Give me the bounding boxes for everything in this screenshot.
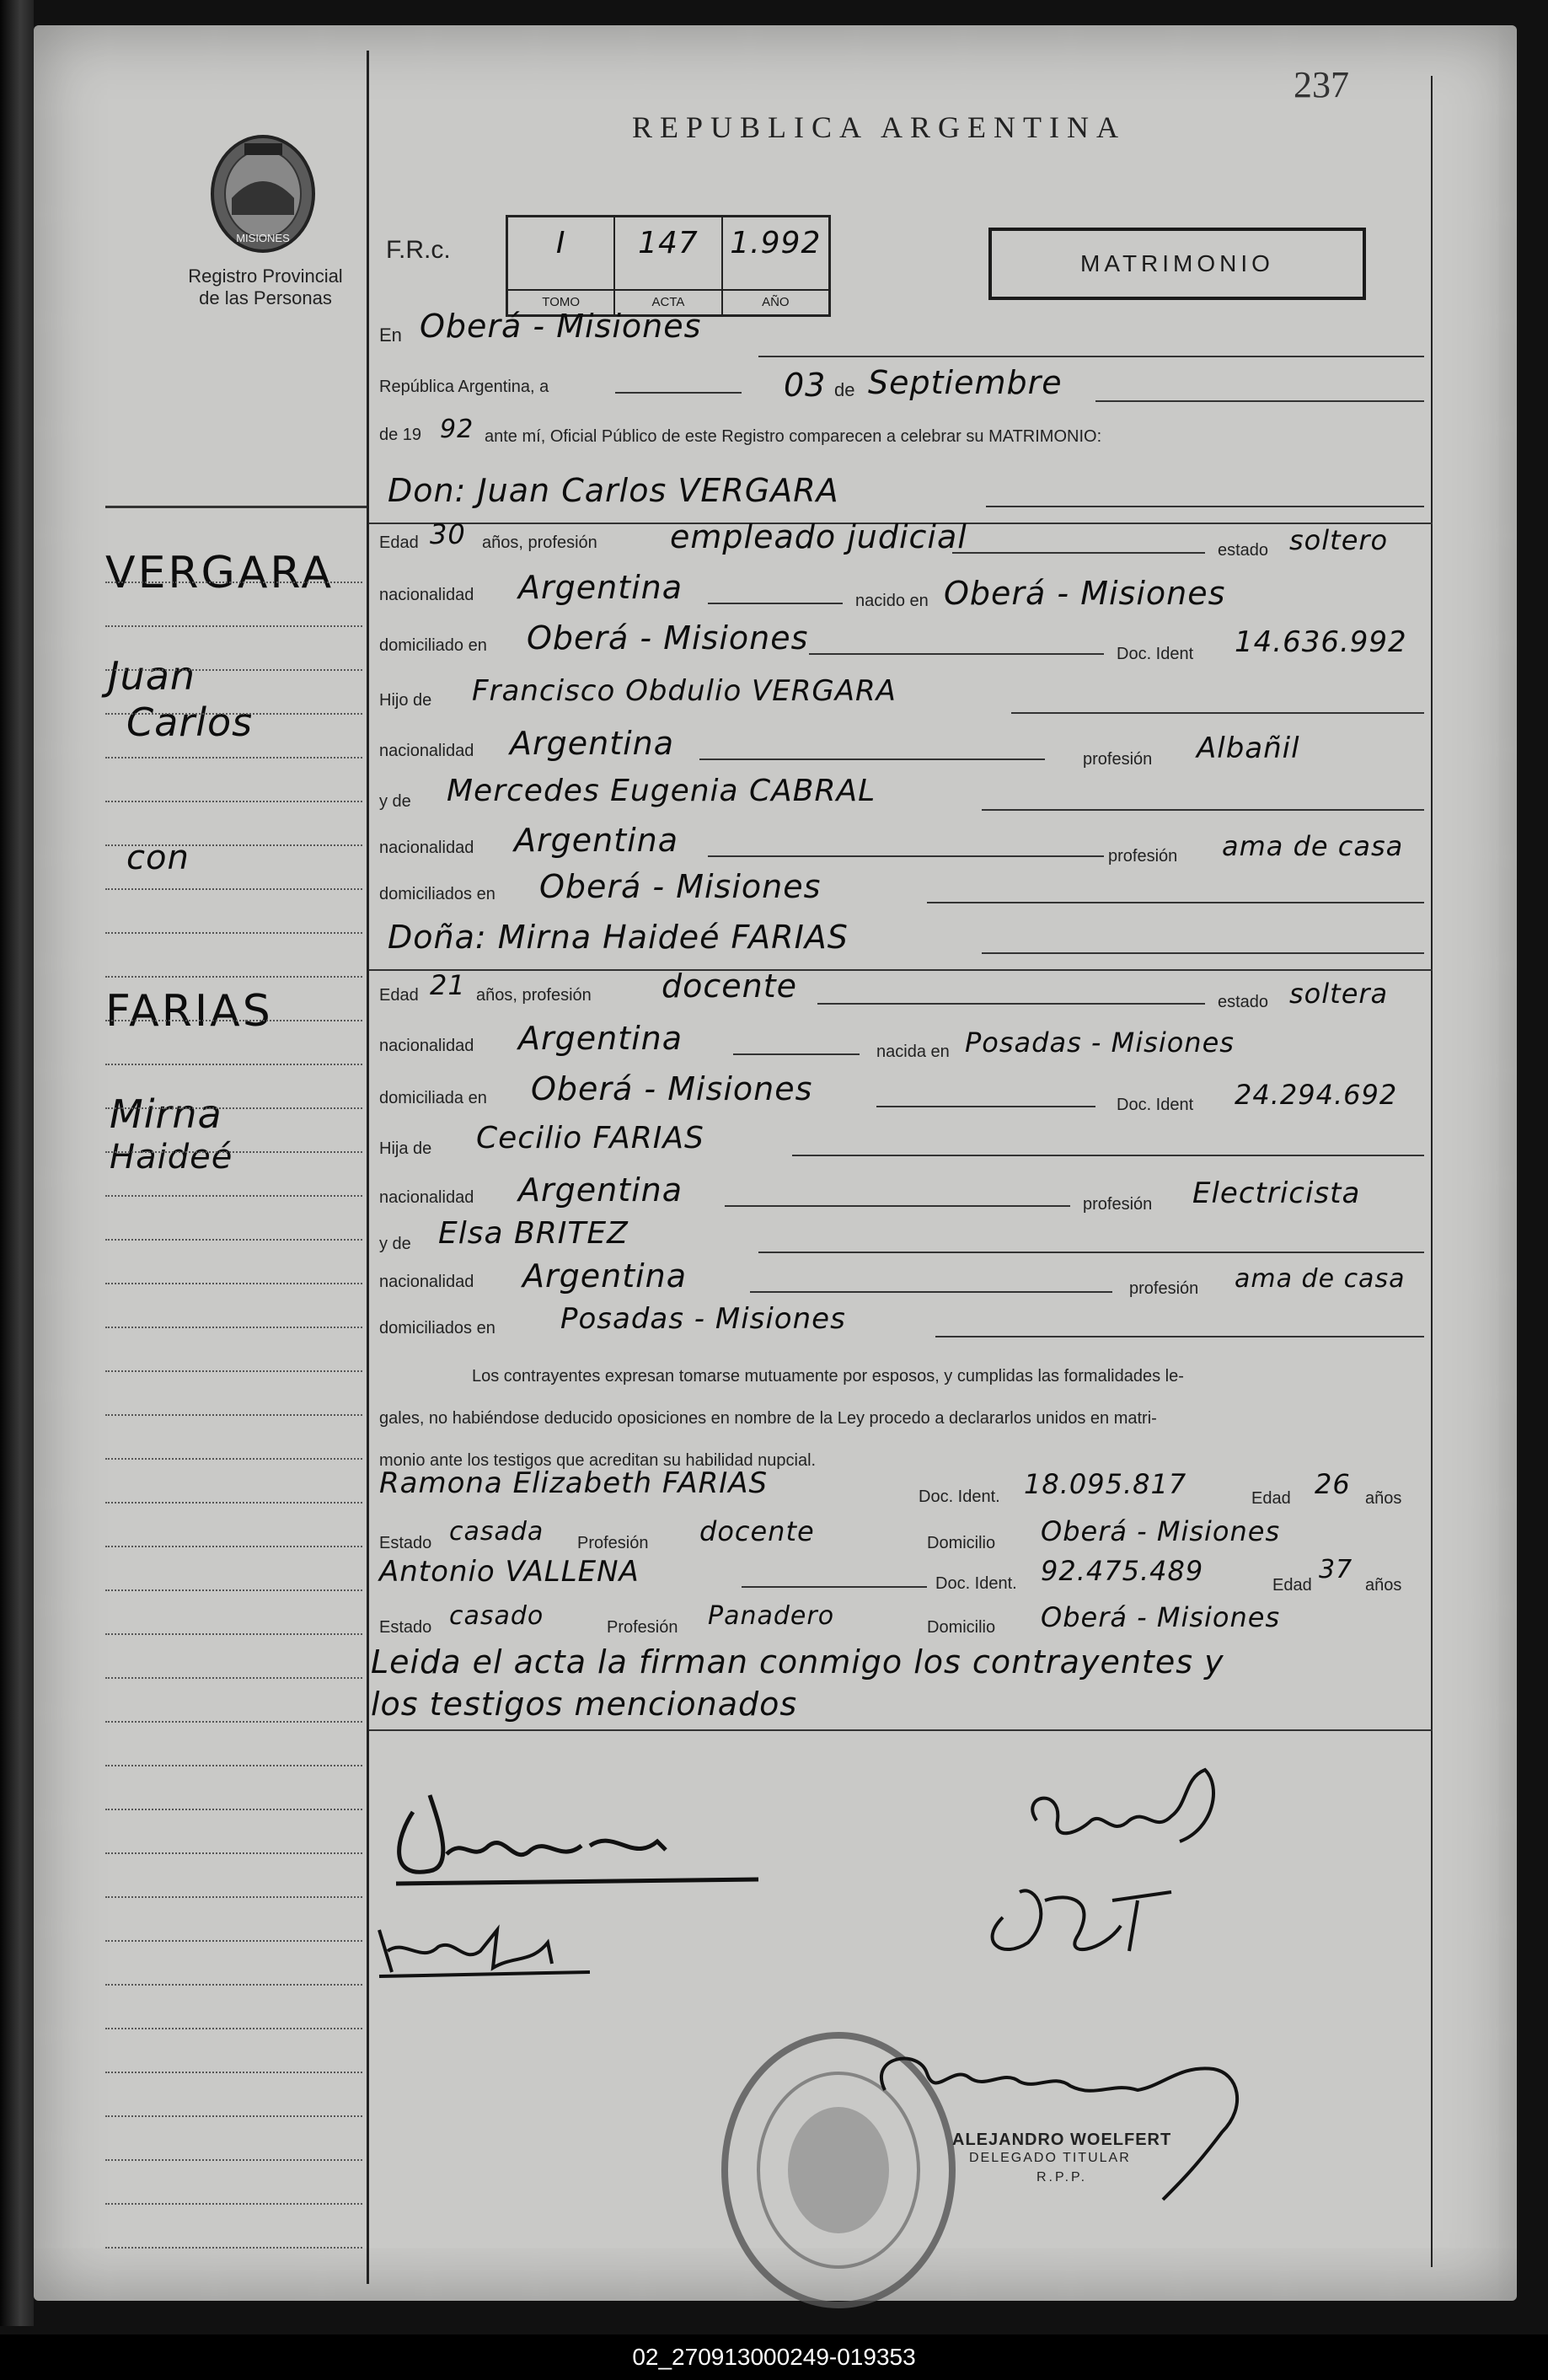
bride-estado-label: estado bbox=[1218, 993, 1269, 1011]
bride-profession: docente bbox=[662, 968, 798, 1005]
margin-bride-name-2: Haideé bbox=[110, 1138, 233, 1177]
groom-prof-line bbox=[952, 552, 1205, 554]
bride-father: Cecilio FARIAS bbox=[476, 1121, 704, 1155]
acta-value: 147 bbox=[638, 226, 699, 260]
bride-civil-status: soltera bbox=[1289, 978, 1389, 1010]
margin-dotted-line bbox=[105, 1370, 362, 1372]
bride-mother-nationality: Argentina bbox=[522, 1257, 688, 1295]
margin-dotted-line bbox=[105, 1195, 362, 1197]
margin-dotted-line bbox=[105, 757, 362, 758]
margin-groom-name-1: Juan bbox=[108, 653, 196, 699]
bride-dom-line bbox=[876, 1106, 1095, 1107]
margin-dotted-line bbox=[105, 1940, 362, 1942]
witness1-signature-icon bbox=[1011, 1761, 1230, 1863]
margin-dotted-line bbox=[105, 1327, 362, 1328]
margin-dotted-line bbox=[105, 844, 362, 846]
groom-mother-nat-line bbox=[708, 855, 1104, 857]
margin-dotted-line bbox=[105, 2072, 362, 2073]
margin-dotted-line bbox=[105, 1633, 362, 1635]
margin-dotted-line bbox=[105, 1239, 362, 1241]
declaration-line1: Los contrayentes expresan tomarse mutuamente por esposos, y cumplidas las formalidades le- bbox=[472, 1367, 1184, 1386]
month-line bbox=[1095, 400, 1424, 402]
bride-father-nat-label: nacionalidad bbox=[379, 1188, 474, 1207]
witness1-domicile: Oberá - Misiones bbox=[1041, 1515, 1281, 1547]
witness2-anios-label: años bbox=[1365, 1576, 1402, 1595]
registry-number-box bbox=[506, 215, 831, 317]
bride-hija-label: Hija de bbox=[379, 1139, 432, 1158]
bride-parents-line bbox=[935, 1336, 1424, 1337]
groom-parents-dom-label: domiciliados en bbox=[379, 885, 495, 903]
witness1-name: Ramona Elizabeth FARIAS bbox=[379, 1466, 769, 1500]
witness1-dom-label: Domicilio bbox=[927, 1534, 996, 1552]
groom-mother-nat-label: nacionalidad bbox=[379, 839, 474, 857]
bride-father-profession: Electricista bbox=[1192, 1177, 1361, 1210]
margin-dotted-line bbox=[105, 1414, 362, 1416]
margin-bride-surname: FARIAS bbox=[105, 986, 273, 1037]
tomo-cell bbox=[508, 217, 615, 314]
groom-title-name: Don: Juan Carlos VERGARA bbox=[388, 472, 839, 509]
margin-dotted-line bbox=[105, 1721, 362, 1723]
witness2-doc-label: Doc. Ident. bbox=[935, 1574, 1017, 1593]
groom-mother-nationality: Argentina bbox=[514, 822, 679, 859]
margin-dotted-line bbox=[105, 713, 362, 715]
groom-yde-label: y de bbox=[379, 792, 411, 811]
marriage-month: Septiembre bbox=[868, 364, 1063, 401]
bride-nationality: Argentina bbox=[518, 1020, 683, 1057]
groom-nat-line bbox=[708, 603, 843, 604]
witness2-name-line bbox=[742, 1586, 927, 1588]
page-number: 237 bbox=[1294, 64, 1349, 105]
witness1-status: casada bbox=[449, 1517, 544, 1546]
witness2-profession: Panadero bbox=[708, 1601, 835, 1631]
bride-name-line bbox=[982, 952, 1424, 954]
anio-label: AÑO bbox=[723, 289, 828, 314]
margin-dotted-line bbox=[105, 1283, 362, 1284]
margin-dotted-line bbox=[105, 2203, 362, 2205]
groom-father-profession: Albañil bbox=[1197, 732, 1300, 765]
registry-name-line1: Registro Provincial bbox=[188, 265, 343, 287]
margin-connector: con bbox=[126, 839, 190, 877]
marriage-year-suffix: 92 bbox=[440, 415, 474, 444]
margin-dotted-line bbox=[105, 2028, 362, 2029]
declaration-line2: gales, no habiéndose deducido oposiciones en nombre de la Ley procedo a declararlos unidos en matri- bbox=[379, 1409, 1157, 1428]
declaration-line3: monio ante los testigos que acreditan su habilidad nupcial. bbox=[379, 1451, 817, 1470]
bride-mother-profession: ama de casa bbox=[1235, 1264, 1406, 1294]
bride-mother: Elsa BRITEZ bbox=[438, 1216, 629, 1251]
margin-dotted-line bbox=[105, 2115, 362, 2117]
groom-hijo-label: Hijo de bbox=[379, 691, 432, 710]
right-border bbox=[1431, 76, 1433, 2267]
groom-nacido-label: nacido en bbox=[855, 592, 929, 610]
groom-civil-status: soltero bbox=[1289, 524, 1389, 556]
groom-father-nat-label: nacionalidad bbox=[379, 742, 474, 760]
witness1-estado-label: Estado bbox=[379, 1534, 432, 1552]
date-line bbox=[615, 392, 742, 394]
groom-profession: empleado judicial bbox=[670, 518, 967, 555]
bride-nacida-label: nacida en bbox=[876, 1043, 950, 1061]
witness2-name: Antonio VALLENA bbox=[379, 1555, 640, 1589]
groom-mother: Mercedes Eugenia CABRAL bbox=[447, 774, 876, 808]
bride-mother-prof-label: profesión bbox=[1129, 1279, 1199, 1298]
official-title: DELEGADO TITULAR bbox=[969, 2151, 1131, 2165]
seal-emblem-text: MISIONES bbox=[236, 232, 290, 244]
groom-mother-prof-label: profesión bbox=[1108, 847, 1178, 866]
bride-edad-label: Edad bbox=[379, 986, 419, 1005]
registry-name-line2: de las Personas bbox=[199, 287, 332, 308]
groom-mother-line bbox=[982, 809, 1424, 811]
witness2-age: 37 bbox=[1319, 1555, 1353, 1584]
margin-dotted-line bbox=[105, 2159, 362, 2161]
margin-dotted-line bbox=[105, 1020, 362, 1021]
province-seal-icon bbox=[206, 131, 320, 257]
groom-father: Francisco Obdulio VERGARA bbox=[472, 674, 897, 708]
witness2-edad-label: Edad bbox=[1272, 1576, 1312, 1595]
witness2-dom-label: Domicilio bbox=[927, 1618, 996, 1637]
groom-nac-label: nacionalidad bbox=[379, 586, 474, 604]
bride-father-prof-label: profesión bbox=[1083, 1195, 1153, 1214]
groom-birthplace: Oberá - Misiones bbox=[944, 575, 1226, 612]
bride-anios-label: años, profesión bbox=[476, 986, 592, 1005]
witness2-status: casado bbox=[449, 1601, 544, 1631]
groom-doc: 14.636.992 bbox=[1235, 625, 1407, 659]
bride-mother-line bbox=[758, 1252, 1424, 1253]
en-label: En bbox=[379, 324, 402, 346]
registry-name bbox=[139, 265, 392, 309]
groom-name-line bbox=[986, 506, 1424, 507]
bride-yde-label: y de bbox=[379, 1235, 411, 1253]
witness1-age: 26 bbox=[1315, 1468, 1351, 1500]
margin-groom-name-2: Carlos bbox=[126, 700, 254, 745]
groom-father-prof-label: profesión bbox=[1083, 750, 1153, 769]
margin-dotted-line bbox=[105, 1984, 362, 1986]
groom-mother-profession: ama de casa bbox=[1222, 830, 1404, 862]
place-line bbox=[758, 356, 1424, 357]
anio-value: 1.992 bbox=[730, 226, 822, 260]
bride-domicile: Oberá - Misiones bbox=[531, 1070, 813, 1107]
bride-father-line bbox=[792, 1155, 1424, 1156]
anio-cell bbox=[723, 217, 828, 314]
margin-dotted-line bbox=[105, 1896, 362, 1898]
groom-estado-label: estado bbox=[1218, 541, 1269, 560]
margin-dotted-line bbox=[105, 669, 362, 671]
margin-dotted-line bbox=[105, 1502, 362, 1504]
record-type-box: MATRIMONIO bbox=[988, 228, 1366, 300]
margin-dotted-line bbox=[105, 976, 362, 978]
bride-name-rule bbox=[369, 969, 1433, 971]
groom-domicile: Oberá - Misiones bbox=[527, 619, 809, 657]
acta-cell bbox=[615, 217, 722, 314]
groom-parents-domicile: Oberá - Misiones bbox=[539, 868, 822, 905]
groom-edad-label: Edad bbox=[379, 533, 419, 552]
witness2-signature-icon bbox=[969, 1867, 1197, 1968]
margin-dotted-line bbox=[105, 1064, 362, 1065]
closing-line2: los testigos mencionados bbox=[371, 1686, 798, 1723]
bride-parents-dom-label: domiciliados en bbox=[379, 1319, 495, 1337]
bride-birthplace: Posadas - Misiones bbox=[965, 1027, 1235, 1059]
bride-mother-nat-line bbox=[750, 1291, 1112, 1293]
groom-father-nationality: Argentina bbox=[510, 725, 675, 762]
groom-parents-line bbox=[927, 902, 1424, 903]
witness2-prof-label: Profesión bbox=[607, 1618, 678, 1637]
closing-line1: Leida el acta la firman conmigo los contrayentes y bbox=[371, 1643, 1224, 1680]
margin-dotted-line bbox=[105, 888, 362, 890]
official-abbrev: R.P.P. bbox=[1036, 2170, 1088, 2184]
margin-dotted-line bbox=[105, 1546, 362, 1547]
bride-nat-line bbox=[733, 1053, 860, 1055]
margin-dotted-line bbox=[105, 1852, 362, 1854]
closing-rule bbox=[369, 1729, 1433, 1731]
bride-dom-label: domiciliada en bbox=[379, 1089, 487, 1107]
year-prefix: de 19 bbox=[379, 426, 422, 444]
witness2-estado-label: Estado bbox=[379, 1618, 432, 1637]
marriage-place: Oberá - Misiones bbox=[420, 308, 702, 345]
margin-dotted-line bbox=[105, 1765, 362, 1766]
witness1-doc-label: Doc. Ident. bbox=[919, 1488, 1000, 1506]
bride-prof-line bbox=[817, 1003, 1205, 1005]
margin-dotted-line bbox=[105, 932, 362, 934]
witness2-domicile: Oberá - Misiones bbox=[1041, 1601, 1281, 1633]
margin-header-rule bbox=[105, 506, 367, 508]
witness1-edad-label: Edad bbox=[1251, 1489, 1291, 1508]
witness1-profession: docente bbox=[699, 1515, 815, 1547]
margin-dotted-line bbox=[105, 801, 362, 802]
book-spine bbox=[0, 0, 34, 2326]
bride-father-nat-line bbox=[725, 1205, 1070, 1207]
witness1-doc: 18.095.817 bbox=[1024, 1468, 1187, 1500]
frc-label: F.R.c. bbox=[386, 236, 451, 264]
official-name: ALEJANDRO WOELFERT bbox=[952, 2131, 1172, 2149]
groom-doc-label: Doc. Ident bbox=[1117, 645, 1194, 663]
groom-nationality: Argentina bbox=[518, 569, 683, 606]
margin-divider bbox=[367, 51, 369, 2284]
groom-anios-label: años, profesión bbox=[482, 533, 597, 552]
bride-doc: 24.294.692 bbox=[1235, 1079, 1398, 1111]
image-caption: 02_270913000249-019353 bbox=[0, 2334, 1548, 2380]
margin-dotted-line bbox=[105, 1809, 362, 1810]
country-header: REPUBLICA ARGENTINA bbox=[632, 110, 1127, 144]
republica-label: República Argentina, a bbox=[379, 378, 549, 396]
margin-dotted-line bbox=[105, 582, 362, 583]
margin-bride-name-1: Mirna bbox=[110, 1091, 222, 1137]
margin-dotted-line bbox=[105, 625, 362, 627]
margin-dotted-line bbox=[105, 1458, 362, 1460]
appear-text: ante mí, Oficial Público de este Registro comparecen a celebrar su MATRIMONIO: bbox=[485, 427, 1102, 446]
witness1-anios-label: años bbox=[1365, 1489, 1402, 1508]
tomo-value: I bbox=[555, 226, 566, 260]
bride-age: 21 bbox=[430, 969, 466, 1001]
bride-signature-icon bbox=[371, 1905, 607, 1989]
margin-dotted-line bbox=[105, 1107, 362, 1109]
tomo-label: TOMO bbox=[508, 289, 613, 314]
document-page bbox=[34, 25, 1517, 2301]
groom-father-line bbox=[1011, 712, 1424, 714]
groom-signature-icon bbox=[379, 1787, 801, 1905]
margin-dotted-line bbox=[105, 2247, 362, 2249]
de-label: de bbox=[834, 379, 855, 400]
margin-dotted-line bbox=[105, 1589, 362, 1591]
margin-dotted-line bbox=[105, 1151, 362, 1153]
bride-title-name: Doña: Mirna Haideé FARIAS bbox=[388, 919, 849, 956]
marriage-day: 03 bbox=[784, 367, 827, 404]
bride-nac-label: nacionalidad bbox=[379, 1037, 474, 1055]
witness2-doc: 92.475.489 bbox=[1041, 1555, 1204, 1587]
margin-dotted-line bbox=[105, 1677, 362, 1679]
groom-dom-label: domiciliado en bbox=[379, 636, 487, 655]
bride-doc-label: Doc. Ident bbox=[1117, 1096, 1194, 1114]
groom-age: 30 bbox=[430, 518, 466, 550]
bride-parents-domicile: Posadas - Misiones bbox=[560, 1302, 846, 1336]
groom-dom-line bbox=[809, 653, 1104, 655]
acta-label: ACTA bbox=[615, 289, 720, 314]
witness1-prof-label: Profesión bbox=[577, 1534, 649, 1552]
groom-father-nat-line bbox=[699, 758, 1045, 760]
bride-mother-nat-label: nacionalidad bbox=[379, 1273, 474, 1291]
bride-father-nationality: Argentina bbox=[518, 1171, 683, 1209]
margin-groom-surname: VERGARA bbox=[105, 548, 335, 598]
